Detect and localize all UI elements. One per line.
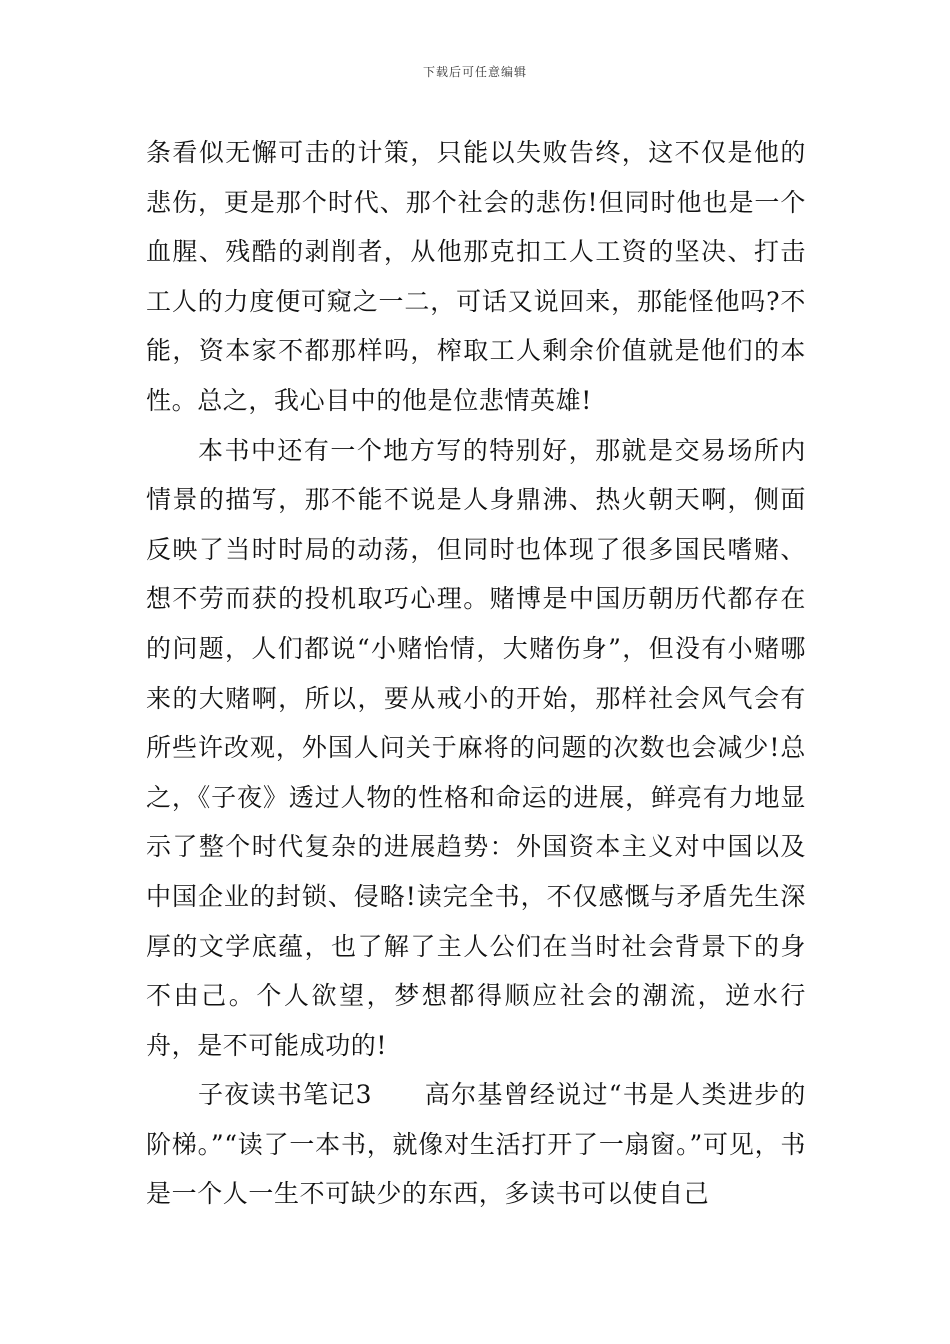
paragraph-trading-scene: 本书中还有一个地方写的特别好，那就是交易场所内情景的描写，那不能不说是人身鼎沸、热火朝天啊，侧面反映了当时时局的动荡，但同时也体现了很多国民嗜赌、想不劳而获的投机取巧心理。赌博是中国历朝历代都存在的问题，人们都说“小赌怡情，大赌伤身”，但没有小赌哪来的大赌啊，所以，要从戒小的开始，那样社会风气会有所些许改观，外国人问关于麻将的问题的次数也会减少!总之，《子夜》透过人物的性格和命运的进展，鲜亮有力地显示了整个时代复杂的进展趋势：外国资本主义对中国以及中国企业的封锁、侵略!读完全书，不仅感慨与矛盾先生深厚的文学底蕴，也了解了主人公们在当时社会背景下的身不由己。个人欲望，梦想都得顺应社会的潮流，逆水行舟，是不可能成功的! — [146, 435, 806, 1060]
document-body — [146, 128, 806, 1219]
paragraph-continued: 条看似无懈可击的计策，只能以失败告终，这不仅是他的悲伤，更是那个时代、那个社会的悲伤!但同时他也是一个血腥、残酷的剥削者，从他那克扣工人工资的坚决、打击工人的力度便可窥之一二，可话又说回来，那能怪他吗?不能，资本家不都那样吗，榨取工人剩余价值就是他们的本性。总之，我心目中的他是位悲情英雄! — [146, 138, 806, 415]
paragraph-notes-3 — [146, 1070, 806, 1219]
paragraph-notes-3-text: 高尔基曾经说过“书是人类进步的阶梯。”“读了一本书，就像对生活打开了一扇窗。”可见，书是一个人一生不可缺少的东西，多读书可以使自己 — [146, 1080, 806, 1209]
page-header: 下载后可任意编辑 — [422, 65, 527, 79]
section-heading: 子夜读书笔记3 — [198, 1080, 373, 1110]
